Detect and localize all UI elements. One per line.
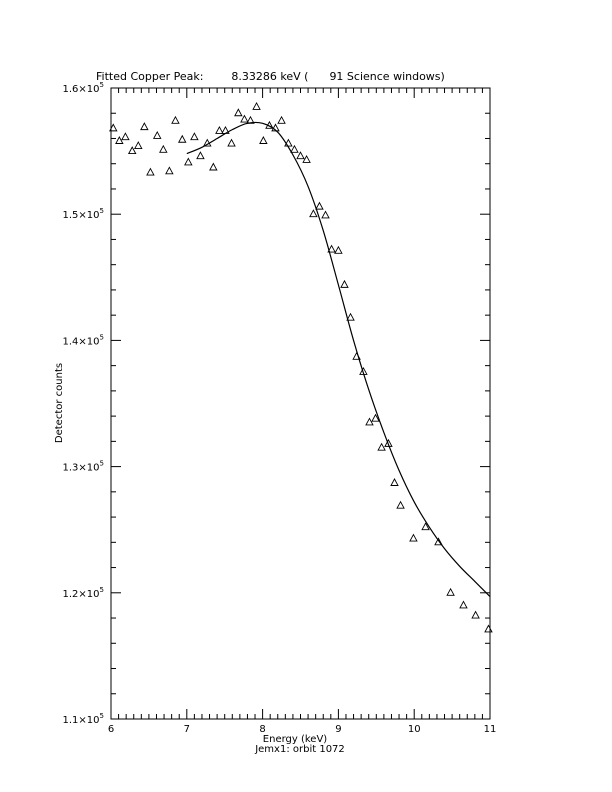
data-point bbox=[253, 103, 260, 110]
data-point bbox=[410, 535, 417, 542]
y-tick-label: $1.5\times 10^5$ bbox=[62, 207, 104, 222]
y-tick-label: $1.2\times 10^5$ bbox=[62, 585, 104, 600]
data-point bbox=[235, 109, 242, 116]
data-point bbox=[185, 158, 192, 165]
y-tick-label: $1.1\times 10^5$ bbox=[62, 712, 104, 726]
data-point bbox=[122, 133, 129, 140]
data-point bbox=[179, 136, 186, 143]
data-point bbox=[116, 137, 123, 144]
data-point bbox=[291, 146, 298, 153]
x-tick-label: 11 bbox=[483, 724, 497, 735]
y-tick-label: $1.3\times 10^5$ bbox=[62, 459, 104, 474]
y-tick-labels bbox=[63, 81, 104, 726]
data-points bbox=[110, 103, 492, 632]
x-tick-label: 10 bbox=[407, 724, 421, 735]
data-point bbox=[303, 156, 310, 163]
y-axis-label: Detector counts bbox=[54, 362, 65, 444]
data-point bbox=[322, 211, 329, 218]
data-point bbox=[447, 589, 454, 596]
data-point bbox=[460, 601, 467, 608]
y-tick-label: $1.6\times 10^5$ bbox=[62, 81, 104, 95]
x-tick-label: 6 bbox=[107, 724, 115, 735]
data-point bbox=[278, 117, 285, 124]
data-point bbox=[147, 169, 154, 176]
data-point bbox=[197, 152, 204, 159]
plot-frame bbox=[111, 88, 490, 719]
data-point bbox=[191, 133, 198, 140]
data-point bbox=[172, 117, 179, 124]
data-point bbox=[341, 281, 348, 288]
data-point bbox=[135, 142, 142, 149]
chart-title: Fitted Copper Peak: 8.33286 keV ( 91 Science windows) bbox=[96, 70, 445, 83]
data-point bbox=[378, 444, 385, 451]
y-tick-label: $1.4\times 10^5$ bbox=[62, 333, 104, 348]
data-point bbox=[335, 247, 342, 254]
data-point bbox=[210, 164, 217, 171]
data-point bbox=[472, 612, 479, 619]
x-axis-label: Energy (keV) bbox=[262, 734, 328, 745]
data-point bbox=[228, 140, 235, 147]
data-point bbox=[216, 127, 223, 134]
data-point bbox=[485, 625, 492, 632]
x-tick-label: 9 bbox=[335, 724, 342, 735]
data-point bbox=[160, 146, 167, 153]
data-point bbox=[366, 418, 373, 425]
data-point bbox=[141, 123, 148, 129]
fit-curve bbox=[187, 122, 490, 596]
axis-ticks bbox=[111, 88, 490, 719]
data-point bbox=[316, 203, 323, 210]
data-point bbox=[297, 152, 304, 159]
data-point bbox=[260, 137, 267, 144]
data-point bbox=[241, 116, 248, 123]
x-tick-label: 8 bbox=[259, 724, 266, 735]
data-point bbox=[166, 167, 173, 174]
data-point bbox=[154, 132, 161, 139]
data-point bbox=[310, 210, 317, 217]
data-point bbox=[391, 479, 398, 486]
sub-caption: Jemx1: orbit 1072 bbox=[255, 744, 345, 755]
x-tick-label: 7 bbox=[183, 724, 190, 735]
data-point bbox=[397, 502, 404, 509]
